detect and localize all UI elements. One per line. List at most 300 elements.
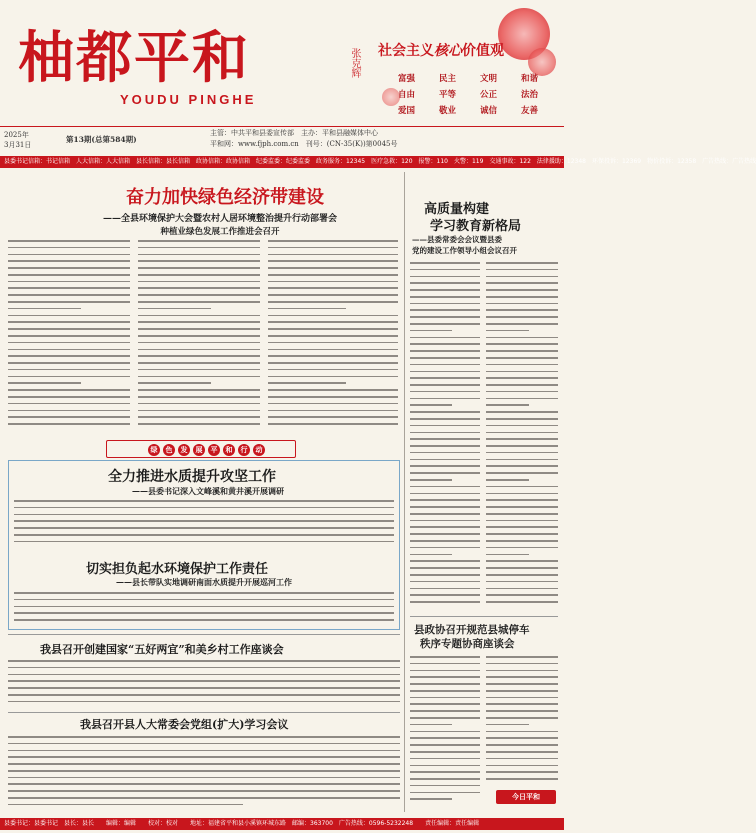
body-text-line — [410, 663, 480, 665]
body-text-line — [486, 486, 558, 488]
body-text-line — [8, 667, 400, 669]
body-text-line — [138, 301, 260, 303]
body-text-line — [268, 342, 398, 344]
body-text-line — [138, 240, 260, 242]
body-text-line — [486, 432, 558, 434]
body-text-line — [8, 389, 130, 391]
body-text-line — [410, 432, 480, 434]
body-text-line — [486, 371, 558, 373]
body-text-line — [486, 601, 558, 603]
publisher-line: 平和网：www.fjph.com.cn 刊号：(CN-35(K))第0045号 — [210, 140, 398, 148]
body-text-line — [410, 540, 480, 542]
body-text-line — [410, 459, 480, 461]
body-text-line — [410, 554, 452, 556]
article4-body — [8, 660, 400, 710]
body-text-line — [486, 765, 558, 767]
body-text-line — [486, 425, 558, 427]
body-text-line — [486, 499, 558, 501]
body-text-line — [486, 683, 558, 685]
body-text-line — [410, 404, 452, 406]
body-text-line — [486, 316, 558, 318]
body-text-line — [14, 612, 394, 614]
body-text-line — [410, 717, 480, 719]
body-text-line — [410, 547, 480, 549]
body-text-line — [410, 398, 480, 400]
body-text-line — [410, 357, 480, 359]
body-text-line — [8, 396, 130, 398]
body-text-line — [138, 369, 260, 371]
body-text-line — [138, 403, 260, 405]
body-text-line — [486, 364, 558, 366]
body-text-line — [486, 560, 558, 562]
body-text-line — [268, 382, 346, 384]
body-text-line — [410, 785, 480, 787]
body-text-line — [410, 384, 480, 386]
body-text-line — [268, 403, 398, 405]
right2-body-col1 — [410, 656, 480, 812]
body-text-line — [268, 267, 398, 269]
right-headline: 秩序专题协商座谈会 — [420, 638, 515, 650]
body-text-line — [410, 479, 452, 481]
body-text-line — [268, 240, 398, 242]
right-headline: 县政协召开规范县城停车 — [414, 624, 530, 636]
body-text-line — [410, 676, 480, 678]
body-text-line — [268, 301, 398, 303]
issue-year: 2025年 — [4, 131, 29, 139]
body-text-line — [138, 267, 260, 269]
body-text-line — [8, 281, 130, 283]
body-text-line — [410, 798, 452, 800]
newspaper-title: 柚都平和 — [18, 25, 250, 91]
body-text-line — [410, 690, 480, 692]
body-text-line — [268, 294, 398, 296]
body-text-line — [410, 751, 480, 753]
body-text-line — [486, 520, 558, 522]
body-text-line — [410, 771, 480, 773]
body-text-line — [138, 254, 260, 256]
body-text-line — [268, 369, 398, 371]
issue-number: 第13期(总第584期) — [66, 135, 137, 144]
body-text-line — [410, 574, 480, 576]
body-text-line — [8, 783, 400, 785]
body-text-line — [8, 382, 81, 384]
body-text-line — [138, 274, 260, 276]
calligraphy-signature: 张克辉 — [349, 48, 360, 78]
body-text-line — [8, 770, 400, 772]
body-text-line — [410, 425, 480, 427]
publisher-info — [210, 128, 640, 150]
body-text-line — [486, 296, 558, 298]
body-text-line — [138, 315, 260, 317]
body-text-line — [486, 663, 558, 665]
body-text-line — [8, 335, 130, 337]
body-text-line — [486, 771, 558, 773]
body-text-line — [138, 376, 260, 378]
body-text-line — [8, 750, 400, 752]
body-text-line — [410, 656, 480, 658]
body-text-line — [410, 350, 480, 352]
body-text-line — [8, 369, 130, 371]
body-text-line — [410, 758, 480, 760]
body-text-line — [8, 756, 400, 758]
body-text-line — [486, 398, 558, 400]
body-text-line — [8, 680, 400, 682]
body-text-line — [410, 377, 480, 379]
body-text-line — [410, 792, 480, 794]
body-text-line — [486, 465, 558, 467]
issue-day: 3月31日 — [4, 141, 32, 149]
body-text-line — [486, 323, 558, 325]
body-text-line — [486, 391, 558, 393]
body-text-line — [486, 262, 558, 264]
body-text-line — [138, 349, 260, 351]
footer-bar: 县委书记：县委书记 县长：县长 编辑：编辑 校对：校对 地址：福建省平和县小溪镇环城东路 邮编：363700 广告热线：0596-5232248 责任编辑：责任编辑 — [0, 818, 564, 830]
body-text-line — [268, 396, 398, 398]
body-text-line — [486, 506, 558, 508]
body-text-line — [486, 377, 558, 379]
body-text-line — [8, 287, 130, 289]
lead-subheadline: ——全县环境保护大会暨农村人居环境整治提升行动部署会 — [102, 214, 337, 224]
body-text-line — [410, 486, 480, 488]
section-divider — [8, 634, 400, 635]
body-text-line — [138, 382, 211, 384]
body-text-line — [14, 606, 394, 608]
core-value: 友善 — [520, 106, 538, 116]
body-text-line — [410, 493, 480, 495]
body-text-line — [138, 294, 260, 296]
body-text-line — [268, 254, 398, 256]
body-text-line — [138, 321, 260, 323]
lead-body-col2 — [138, 240, 260, 436]
body-text-line — [268, 410, 398, 412]
body-text-line — [410, 282, 480, 284]
body-text-line — [486, 744, 558, 746]
body-text-line — [8, 240, 130, 242]
body-text-line — [410, 276, 480, 278]
body-text-line — [8, 763, 400, 765]
lead-body-col1 — [8, 240, 130, 436]
body-text-line — [410, 670, 480, 672]
body-text-line — [410, 371, 480, 373]
body-text-line — [486, 540, 558, 542]
body-text-line — [486, 418, 558, 420]
body-text-line — [8, 342, 130, 344]
body-text-line — [8, 321, 130, 323]
body-text-line — [268, 328, 398, 330]
body-text-line — [486, 533, 558, 535]
core-values-title-accent: 核心 — [434, 43, 462, 59]
body-text-line — [138, 355, 260, 357]
body-text-line — [14, 527, 394, 529]
body-text-line — [268, 274, 398, 276]
body-text-line — [268, 287, 398, 289]
body-text-line — [486, 697, 558, 699]
body-text-line — [268, 335, 398, 337]
body-text-line — [410, 289, 480, 291]
body-text-line — [410, 683, 480, 685]
body-text-line — [410, 765, 480, 767]
body-text-line — [14, 592, 394, 594]
body-text-line — [486, 411, 558, 413]
body-text-line — [14, 541, 394, 543]
body-text-line — [486, 350, 558, 352]
body-text-line — [410, 594, 480, 596]
body-text-line — [8, 260, 130, 262]
section-divider — [410, 616, 558, 617]
body-text-line — [410, 337, 480, 339]
body-text-line — [410, 411, 480, 413]
article-headline: 我县召开创建国家“五好两宜”和美乡村工作座谈会 — [40, 643, 284, 656]
body-text-line — [486, 452, 558, 454]
body-text-line — [8, 315, 130, 317]
body-text-line — [410, 499, 480, 501]
body-text-line — [268, 389, 398, 391]
body-text-line — [486, 276, 558, 278]
body-text-line — [8, 308, 81, 310]
core-value: 公正 — [479, 90, 497, 100]
body-text-line — [486, 493, 558, 495]
core-value: 和谐 — [520, 74, 538, 84]
body-text-line — [8, 804, 243, 806]
right-subheadline: ——县委常委会会议暨县委 — [412, 235, 502, 244]
right1-body-col1 — [410, 262, 480, 612]
body-text-line — [8, 267, 130, 269]
core-value: 敬业 — [438, 106, 456, 116]
body-text-line — [8, 674, 400, 676]
core-values-row — [398, 104, 538, 116]
body-text-line — [410, 710, 480, 712]
body-text-line — [8, 743, 400, 745]
body-text-line — [268, 376, 398, 378]
body-text-line — [268, 247, 398, 249]
body-text-line — [14, 507, 394, 509]
body-text-line — [8, 349, 130, 351]
body-text-line — [268, 321, 398, 323]
body-text-line — [410, 262, 480, 264]
body-text-line — [268, 281, 398, 283]
body-text-line — [486, 438, 558, 440]
body-text-line — [8, 790, 400, 792]
body-text-line — [8, 362, 130, 364]
body-text-line — [486, 724, 529, 726]
body-text-line — [138, 335, 260, 337]
body-text-line — [410, 418, 480, 420]
body-text-line — [138, 410, 260, 412]
core-value: 法治 — [520, 90, 538, 100]
section-divider — [8, 712, 400, 713]
body-text-line — [486, 459, 558, 461]
body-text-line — [8, 301, 130, 303]
core-value: 爱国 — [398, 106, 416, 116]
body-text-line — [8, 416, 130, 418]
body-text-line — [268, 349, 398, 351]
body-text-line — [486, 751, 558, 753]
body-text-line — [8, 777, 400, 779]
lead-subheadline: 种植业绿色发展工作推进会召开 — [160, 227, 280, 237]
body-text-line — [486, 445, 558, 447]
right-headline: 学习教育新格局 — [430, 219, 522, 234]
body-text-line — [486, 404, 529, 406]
body-text-line — [410, 309, 480, 311]
body-text-line — [486, 547, 558, 549]
core-values-title-suffix: 价值观 — [462, 43, 504, 59]
newspaper-pinyin: YOUDU PINGHE — [120, 92, 257, 107]
body-text-line — [410, 323, 480, 325]
body-text-line — [410, 445, 480, 447]
body-text-line — [486, 479, 529, 481]
body-text-line — [138, 416, 260, 418]
body-text-line — [486, 567, 558, 569]
body-text-line — [8, 687, 400, 689]
body-text-line — [486, 670, 558, 672]
body-text-line — [486, 343, 558, 345]
brand-stamp: 今日平和 — [496, 790, 556, 804]
body-text-line — [410, 438, 480, 440]
core-value: 诚信 — [479, 106, 497, 116]
body-text-line — [8, 660, 400, 662]
body-text-line — [138, 287, 260, 289]
body-text-line — [8, 294, 130, 296]
article-headline: 全力推进水质提升攻坚工作 — [108, 469, 276, 485]
body-text-line — [486, 289, 558, 291]
body-text-line — [486, 737, 558, 739]
body-text-line — [486, 282, 558, 284]
masthead-rule — [0, 126, 564, 127]
banner-char: 平 — [208, 444, 220, 456]
body-text-line — [8, 701, 400, 703]
body-text-line — [410, 724, 452, 726]
article-subheadline: ——县委书记深入文峰溪和黄井溪开展调研 — [132, 486, 284, 496]
body-text-line — [410, 452, 480, 454]
body-text-line — [410, 703, 480, 705]
body-text-line — [410, 697, 480, 699]
body-text-line — [410, 316, 480, 318]
banner-char: 绿 — [148, 444, 160, 456]
body-text-line — [138, 342, 260, 344]
body-text-line — [138, 308, 211, 310]
body-text-line — [410, 526, 480, 528]
core-value: 文明 — [479, 74, 497, 84]
body-text-line — [410, 601, 480, 603]
body-text-line — [138, 362, 260, 364]
core-value: 平等 — [438, 90, 456, 100]
body-text-line — [268, 423, 398, 425]
body-text-line — [268, 308, 346, 310]
core-values-title-prefix: 社会主义 — [378, 43, 434, 59]
body-text-line — [486, 384, 558, 386]
body-text-line — [486, 574, 558, 576]
body-text-line — [486, 778, 558, 780]
body-text-line — [138, 247, 260, 249]
body-text-line — [268, 416, 398, 418]
body-text-line — [410, 364, 480, 366]
section-banner — [148, 444, 265, 456]
body-text-line — [410, 330, 452, 332]
core-values-row — [398, 72, 538, 84]
body-text-line — [138, 328, 260, 330]
body-text-line — [138, 423, 260, 425]
body-text-line — [268, 315, 398, 317]
body-text-line — [410, 513, 480, 515]
body-text-line — [268, 355, 398, 357]
lead-headline: 奋力加快绿色经济带建设 — [126, 187, 324, 208]
body-text-line — [14, 619, 394, 621]
body-text-line — [410, 737, 480, 739]
body-text-line — [486, 526, 558, 528]
body-text-line — [8, 376, 130, 378]
right-headline: 高质量构建 — [424, 202, 490, 217]
body-text-line — [410, 731, 480, 733]
body-text-line — [486, 357, 558, 359]
body-text-line — [8, 423, 130, 425]
body-text-line — [8, 274, 130, 276]
core-values-row — [398, 88, 538, 100]
body-text-line — [410, 343, 480, 345]
body-text-line — [486, 703, 558, 705]
body-text-line — [8, 736, 400, 738]
body-text-line — [14, 534, 394, 536]
body-text-line — [138, 260, 260, 262]
body-text-line — [486, 710, 558, 712]
body-text-line — [486, 717, 558, 719]
right-subheadline: 党的建设工作领导小组会议召开 — [412, 246, 517, 255]
body-text-line — [486, 337, 558, 339]
article-headline: 切实担负起水环境保护工作责任 — [86, 562, 269, 577]
publisher-line: 主管：中共平和县委宣传部 主办：平和县融媒体中心 — [210, 129, 378, 137]
body-text-line — [486, 330, 529, 332]
body-text-line — [486, 269, 558, 271]
article-subheadline: ——县长带队实地调研南面水质提升开展巡河工作 — [116, 577, 292, 587]
body-text-line — [410, 520, 480, 522]
core-values-title — [378, 40, 504, 60]
banner-char: 动 — [253, 444, 265, 456]
body-text-line — [8, 403, 130, 405]
body-text-line — [410, 506, 480, 508]
body-text-line — [268, 260, 398, 262]
article2-body — [14, 500, 394, 554]
body-text-line — [486, 303, 558, 305]
body-text-line — [410, 778, 480, 780]
body-text-line — [410, 560, 480, 562]
body-text-line — [410, 296, 480, 298]
core-value: 民主 — [438, 74, 456, 84]
body-text-line — [8, 328, 130, 330]
body-text-line — [486, 309, 558, 311]
body-text-line — [8, 355, 130, 357]
core-values-panel — [378, 14, 556, 122]
article3-body — [14, 592, 394, 626]
body-text-line — [14, 514, 394, 516]
body-text-line — [410, 533, 480, 535]
core-values-grid — [398, 72, 538, 120]
banner-char: 发 — [178, 444, 190, 456]
body-text-line — [486, 472, 558, 474]
body-text-line — [410, 303, 480, 305]
body-text-line — [410, 567, 480, 569]
body-text-line — [14, 520, 394, 522]
body-text-line — [410, 581, 480, 583]
core-value: 自由 — [398, 90, 416, 100]
body-text-line — [268, 362, 398, 364]
body-text-line — [486, 656, 558, 658]
banner-char: 色 — [163, 444, 175, 456]
body-text-line — [486, 731, 558, 733]
body-text-line — [8, 254, 130, 256]
body-text-line — [14, 599, 394, 601]
body-text-line — [410, 744, 480, 746]
core-value: 富强 — [398, 74, 416, 84]
article5-body — [8, 736, 400, 812]
